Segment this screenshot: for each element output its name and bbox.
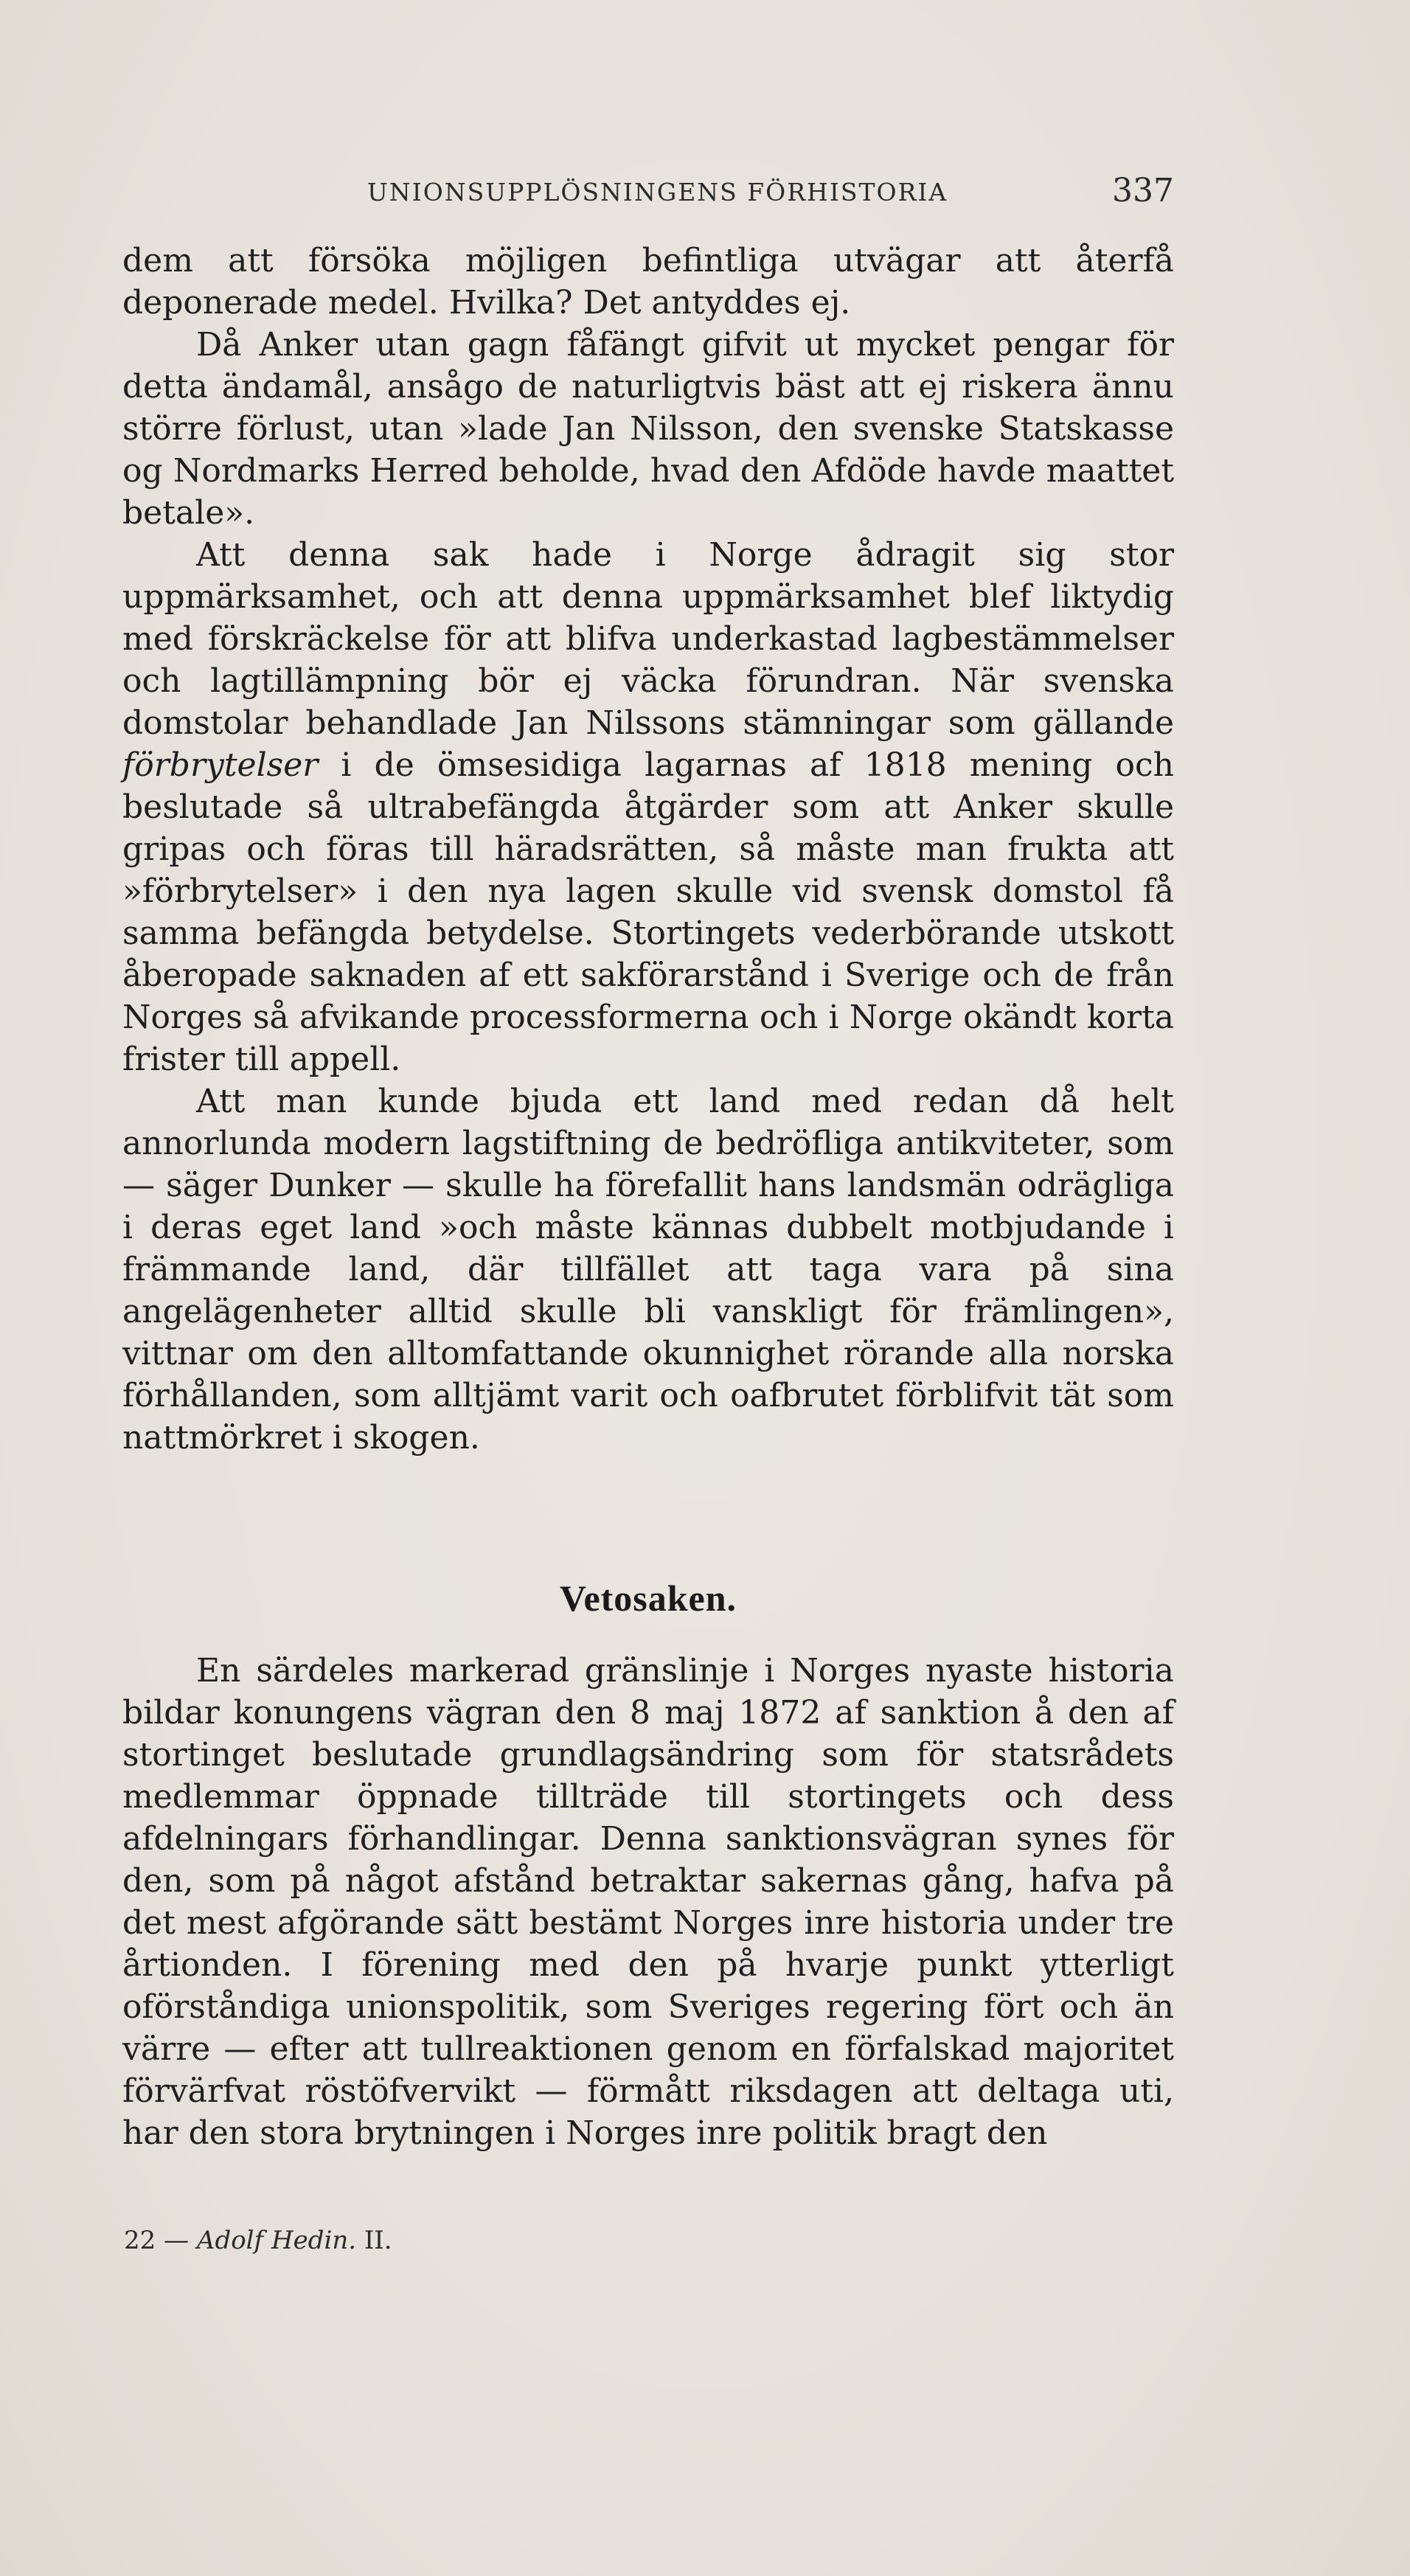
emphasized-word: förbrytelser [122,746,319,784]
signature-author: Adolf Hedin. [196,2226,357,2255]
section-text [122,1650,1174,2154]
running-title: UNIONSUPPLÖSNINGENS FÖRHISTORIA [367,178,948,206]
section-heading: Vetosaken. [559,1577,737,1619]
signature-volume: II. [364,2226,392,2255]
body-text [122,240,1174,1459]
signature-number: 22 — [124,2226,190,2255]
printer-signature [124,2226,392,2255]
page-number: 337 [1112,172,1174,209]
paragraph-3-text-b: i de ömsesidiga lagarnas af 1818 mening och beslutade så ultrabefängda åtgärder som att Anker skulle gripas och föras till häradsrätten, så måste man frukta att »förbrytelser» i den nya lagen skulle vid svensk domstol få samma befängda betydelse. Stortingets vederbörande utskott åberopade saknaden af ett sakförarstånd i Sverige och de från Norges så afvikande processformerna och i Norge okändt korta frister till appell. [122,746,1174,1078]
page-header [124,172,1174,209]
paragraph-3 [122,534,1174,1080]
section-paragraph-1: En särdeles markerad gränslinje i Norges nyaste historia bildar konungens vägran den 8 maj 1872 af sanktion å den af stortinget beslutade grundlagsändring som för statsrådets medlemmar öppnade tillträde till stortingets och dess afdelningars förhandlingar. Denna sanktionsvägran synes för den, som på något afstånd betraktar sakernas gång, hafva på det mest afgörande sätt bestämt Norges inre historia under tre årtionden. I förening med den på hvarje punkt ytterligt oförståndiga unionspolitik, som Sveriges regering fört och än värre — efter att tullreaktionen genom en förfalskad majoritet förvärfvat röstöfvervikt — förmått riksdagen att deltaga uti, har den stora brytningen i Norges inre politik bragt den [122,1652,1174,2152]
paragraph-4: Att man kunde bjuda ett land med redan då helt annorlunda modern lagstiftning de bedröfliga antikviteter, som — säger Dunker — skulle ha förefallit hans landsmän odrägliga i deras eget land »och måste kännas dubbelt motbjudande i främmande land, där tillfället att taga vara på sina angelägenheter alltid skulle bli vanskligt för främlingen», vittnar om den alltomfattande okunnighet rörande alla norska förhållanden, som alltjämt varit och oafbrutet förblifvit tät som nattmörkret i skogen. [122,1083,1174,1457]
paragraph-1: dem att försöka möjligen befintliga utvägar att återfå deponerade medel. Hvilka? Det antyddes ej. [122,242,1174,322]
paragraph-3-text-a: Att denna sak hade i Norge ådragit sig stor uppmärksamhet, och att denna uppmärksamhet blef liktydig med förskräckelse för att blifva underkastad lagbestämmelser och lagtillämpning bör ej väcka förundran. När svenska domstolar behandlade Jan Nilssons stämningar som gällande [122,536,1174,742]
paragraph-2: Då Anker utan gagn fåfängt gifvit ut mycket pengar för detta ändamål, ansågo de naturligtvis bäst att ej riskera ännu större förlust, utan »lade Jan Nilsson, den svenske Statskasse og Nordmarks Herred beholde, hvad den Afdöde havde maattet betale». [122,326,1174,532]
